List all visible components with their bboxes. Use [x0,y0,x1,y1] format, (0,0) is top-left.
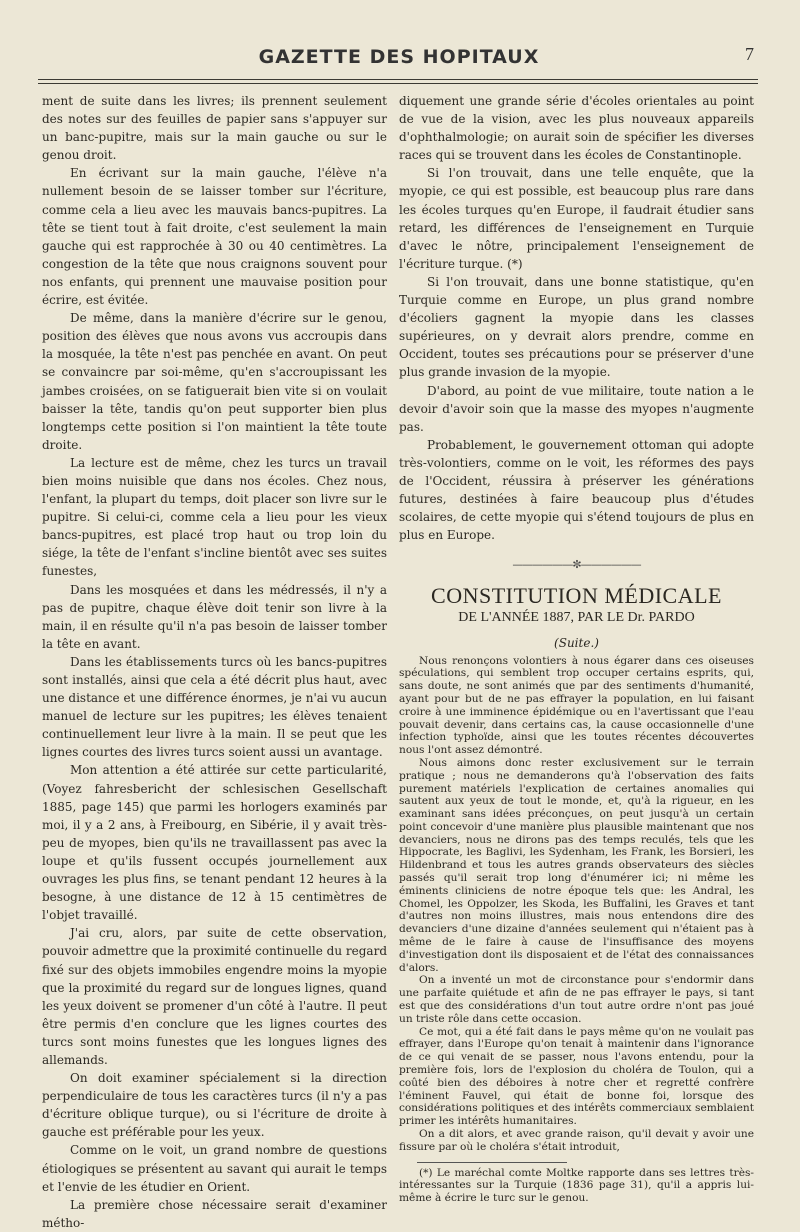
section-subtitle: DE L'ANNÉE 1887, PAR LE Dr. PARDO [458,610,695,626]
paragraph: En écrivant sur la main gauche, l'élève n'a nullement besoin de se laisser tomber sur l'écriture, comme cela a lieu avec les mauvais bancs-pupitres. La tête se tient tout à fait droite, c'est seulement la main gauche qui est rapprochée à 30 ou 40 centimètres. La congestion de la tête que nous craignons souvent pour nos enfants, qui prennent une mauvaise position pour écrire, est évitée. [42,166,387,308]
paragraph: ment de suite dans les livres; ils prennent seulement des notes sur des feuilles de papier sans s'appuyer sur un banc-pupitre, mais sur la main gauche ou sur le genou droit. [42,94,387,163]
paragraph: Mon attention a été attirée sur cette particularité, (Voyez fahresbericht der schlesischen Gesellschaft 1885, page 145) que parmi les horlogers examinés par moi, il y a 2 ans, à Freibourg, en Sibérie, il y avait très-peu de myopes, bien qu'ils ne travaillassent pas avec la loupe et qu'ils fussent occupés journellement aux ouvrages les plus fins, se tenant pendant 12 heures à la besogne, à une distance de 12 à 15 centimètres de l'objet travaillé. [42,763,387,923]
right-column [399,92,754,1205]
paragraph: Si l'on trouvait, dans une telle enquête, que la myopie, ce qui est possible, est beaucoup plus rare dans les écoles turques qu'en Europe, il faudrait étudier sans retard, les différences de l'enseignement en Turquie d'avec le nôtre, principalement l'enseignement de l'écriture turque. (*) [399,166,754,271]
paragraph: J'ai cru, alors, par suite de cette observation, pouvoir admettre que la proximité continuelle du regard fixé sur des objets immobiles engendre moins la myopie que la proximité du regard sur de longues lignes, quand les yeux doivent se promener d'un côté à l'autre. Il peut être permis d'en conclure que les lignes courtes des turcs sont moins funestes que les longues lignes des allemands. [42,926,387,1067]
section-title: CONSTITUTION MÉDICALE [431,583,722,609]
paragraph: On doit examiner spécialement si la direction perpendiculaire de tous les caractères turcs (il n'y a pas d'écriture oblique turque), ou si l'écriture de droite à gauche est préférable pour les yeux. [42,1071,387,1140]
paragraph: Dans les mosquées et dans les médressés, il n'y a pas de pupitre, chaque élève doit tenir son livre à la main, il en résulte qu'il n'a pas besoin de laisser tomber la tête en avant. [42,582,387,651]
left-column [42,92,387,1232]
header-rule-double [38,83,758,84]
paragraph: Nous aimons donc rester exclusivement sur le terrain pratique ; nous ne demanderons qu'à l'observation des faits purement matériels l'explication de certaines anomalies qui sautent aux yeux de tout le monde, et, qu'à la rigueur, en les examinant sans idées préconçues, on peut jusqu'à un certain point concevoir d'une manière plus plausible maintenant que nos devanciers, nous ne dirons pas des temps reculés, tels que les Hippocrate, les Baglivi, les Sydenham, les Frank, les Borsieri, les Hildenbrand et tous les autres grands observateurs des siècles passés qu'il serait trop long d'énumérer ici; ni même les éminents cliniciens de notre époque tels que: les Andral, les Chomel, les Oppolzer, les Skoda, les Buffalini, les Graves et tant d'autres non moins illustres, mais nous entendons dire des devanciers d'une dizaine d'années seulement qui n'étaient pas à même de le faire à cause de l'insuffisance des moyens d'investigation dont ils disposaient et de l'état des connaissances d'alors. [399,756,754,974]
paragraph: diquement une grande série d'écoles orientales au point de vue de la vision, avec les plus nouveaux appareils d'ophthalmologie; on aurait soin de spécifier les diverses races qui se trouvent dans les écoles de Constantinople. [399,94,754,163]
page-number: 7 [745,44,754,64]
paragraph: D'abord, au point de vue militaire, toute nation a le devoir d'avoir soin que la masse des myopes n'augmente pas. [399,383,754,434]
paragraph: De même, dans la manière d'écrire sur le genou, position des élèves que nous avons vus accroupis dans la mosquée, la tête n'est pas penchée en avant. On peut se convaincre par soi-même, qu'en s'accroupissant les jambes croisées, on se fatiguerait bien vite si on voulait baisser la tête, tandis qu'on peut supporter bien plus longtemps cette position si l'on maintient la tête toute droite. [42,311,387,452]
section-suite-label: (Suite.) [554,636,599,651]
footnote [399,1167,754,1205]
page-header [38,40,760,80]
paragraph: On a dit alors, et avec grande raison, qu'il devait y avoir une fissure par où le choléra s'était introduit, [399,1128,754,1153]
paragraph: Ce mot, qui a été fait dans le pays même qu'on ne voulait pas effrayer, dans l'Europe qu'on tenait à maintenir dans l'ignorance de ce qui venait de se passer, nous l'avons entendu, pour la première fois, lors de l'explosion du choléra de Toulon, qui a coûté bien des déboires à notre cher et regretté confrère l'éminent Fauvel, qui était de bonne foi, lorsque des considérations politiques et des intérêts commerciaux semblaient primer les intérêts humanitaires. [399,1025,754,1128]
footnote-rule [417,1162,567,1163]
paragraph: Dans les établissements turcs où les bancs-pupitres sont installés, ainsi que cela a été décrit plus haut, avec une distance et une différence énormes, je n'ai vu aucun manuel de lecture sur les pupitres; les élèves tenaient continuellement leur livre à la main. Il se peut que les lignes courtes des livres turcs soient aussi un avantage. [42,654,387,760]
paragraph: Comme on le voit, un grand nombre de questions étiologiques se présentent au savant qui aurait le temps et l'envie de les étudier en Orient. [42,1143,387,1194]
header-rule [38,79,758,80]
paragraph: Nous renonçons volontiers à nous égarer dans ces oiseuses spéculations, qui semblent trop occuper certains esprits, qui, sans doute, ne sont animés que par des sentiments d'humanité, ayant pour but de ne pas effrayer la population, en lui faisant croire à une imminence épidémique ou en l'avertissant que l'eau pouvait devenir, dans certains cas, la cause occasionnelle d'une infection typhoïde, ainsi que les toutes récentes découvertes nous l'ont assez démontré. [399,654,754,757]
section-body [399,655,754,1154]
paragraph: La première chose nécessaire serait d'examiner métho- [42,1197,387,1230]
journal-title: GAZETTE DES HOPITAUX [258,46,540,68]
section-ornament: ——————✼—————— [512,558,641,572]
paragraph: Probablement, le gouvernement ottoman qui adopte très-volontiers, comme on le voit, les réformes des pays de l'Occident, réussira à préserver les générations futures, destinées à faire beaucoup plus d'études scolaires, de cette myopie qui s'étend toujours de plus en plus en Europe. [399,437,754,543]
paragraph: La lecture est de même, chez les turcs un travail bien moins nuisible que dans nos écoles. Chez nous, l'enfant, la plupart du temps, doit placer son livre sur le pupitre. Si celui-ci, comme cela a lieu pour les vieux bancs-pupitres, est placé trop haut ou trop loin du siége, la tête de l'enfant s'incline bientôt avec ses suites funestes, [42,455,387,579]
paragraph: Si l'on trouvait, dans une bonne statistique, qu'en Turquie comme en Europe, un plus grand nombre d'écoliers gagnent la myopie dans les classes supérieures, on y devrait alors prendre, comme en Occident, toutes ses précautions pour se préserver d'une plus grande invasion de la myopie. [399,274,754,380]
paragraph: On a inventé un mot de circonstance pour s'endormir dans une parfaite quiétude et afin de ne pas effrayer le pays, si tant est que des considérations d'un tout autre ordre n'ont pas joué un triste rôle dans cette occasion. [399,974,754,1025]
footnote-text: (*) Le maréchal comte Moltke rapporte dans ses lettres très-intéressantes sur la Turquie (1836 page 31), qu'il a appris lui-même à écrire le turc sur le genou. [399,1166,754,1205]
